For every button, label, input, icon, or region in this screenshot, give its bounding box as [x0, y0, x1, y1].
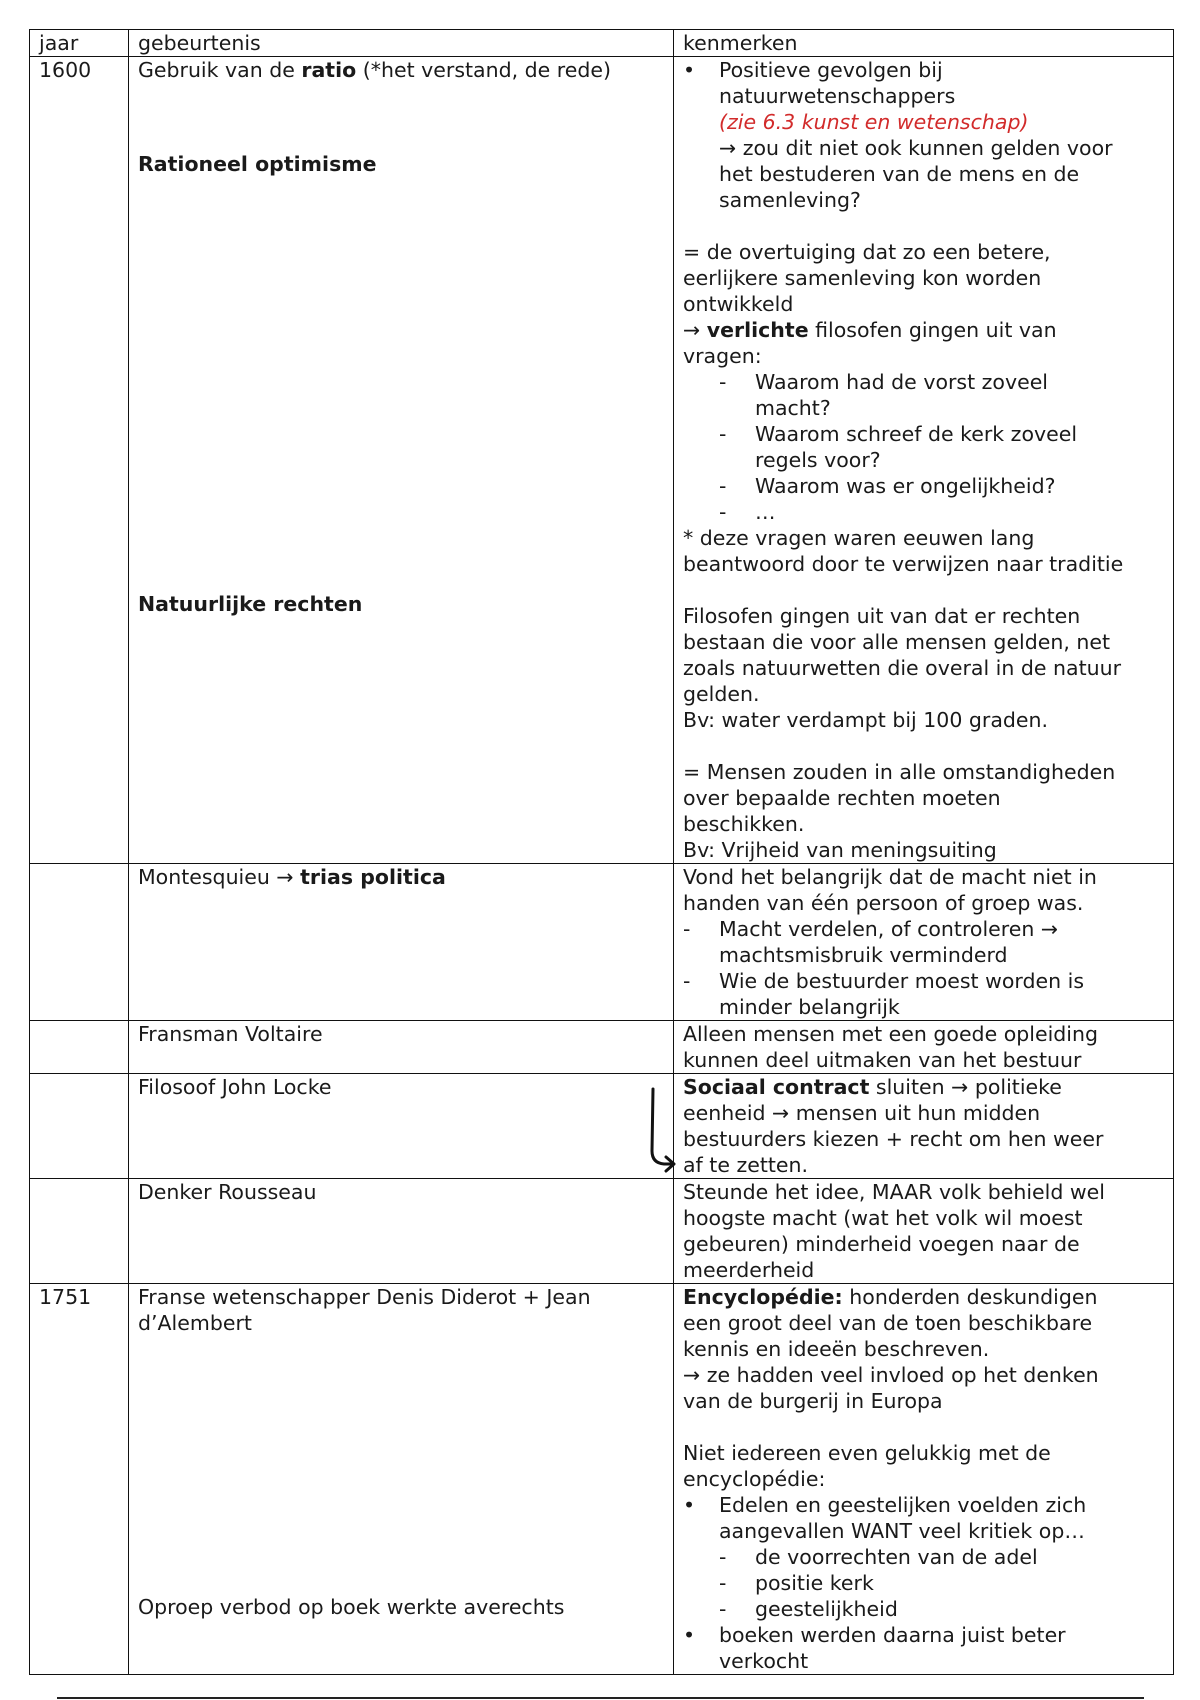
arrow-icon: → [772, 1101, 790, 1125]
arrow-icon: → [276, 865, 294, 889]
bullet-item: • Positieve gevolgen bij natuurwetenschappers (zie 6.3 kunst en wetenschap) → zou dit niet ook kunnen gelden voor het bestuderen van de mens en de samenleving? [683, 57, 1173, 213]
cross-reference: (zie 6.3 kunst en wetenschap) [719, 110, 1029, 134]
header-jaar: jaar [30, 30, 129, 57]
year-cell [30, 1021, 129, 1074]
bullet-item: • boeken werden daarna juist beter verkocht [683, 1623, 1066, 1673]
table-row [30, 1179, 1174, 1284]
dash-item: - Macht verdelen, of controleren → machtsmisbruik verminderd [683, 917, 1059, 967]
table-row [30, 1284, 1174, 1675]
history-table [29, 29, 1174, 1675]
footer-divider [57, 1697, 1144, 1699]
kenmerken-cell: Vond het belangrijk dat de macht niet in handen van één persoon of groep was. - Macht verdelen, of controleren → machtsmisbruik verminderd - Wie de bestuurder moest worden is minder belangrijk [674, 864, 1174, 1021]
arrow-icon: → [683, 318, 701, 342]
year-cell: 1751 [30, 1284, 129, 1675]
event-cell: Franse wetenschapper Denis Diderot + Jean d’Alembert Oproep verbod op boek werkte averechts [129, 1284, 674, 1675]
header-gebeurtenis: gebeurtenis [129, 30, 674, 57]
kenmerken-cell: Alleen mensen met een goede opleiding kunnen deel uitmaken van het bestuur [674, 1021, 1174, 1074]
year-cell: 1600 [30, 57, 129, 864]
dash-item: - Waarom schreef de kerk zoveel regels voor? [719, 422, 1078, 472]
dash-item: - positie kerk [719, 1571, 874, 1595]
kenmerken-cell: Steunde het idee, MAAR volk behield wel hoogste macht (wat het volk wil moest gebeuren) minderheid voegen naar de meerderheid [674, 1179, 1174, 1284]
arrow-icon: → [951, 1075, 969, 1099]
kenmerken-cell: Encyclopédie: honderden deskundigen een groot deel van de toen beschikbare kennis en ideeën beschreven. → ze hadden veel invloed op het denken van de burgerij in Europa Niet iedereen even gelukkig met de encyclopédie: • Edelen en geestelijken voelden zich aangevallen WANT veel kritiek op… - de voorrechten van de adel - positie kerk - geestelijkheid • boeken werden daarna juist beter verkocht [674, 1284, 1174, 1675]
event-subheading: Natuurlijke rechten [138, 592, 363, 616]
dash-item: - Waarom was er ongelijkheid? [719, 474, 1056, 498]
table-row [30, 1074, 1174, 1179]
event-cell: Filosoof John Locke [129, 1074, 674, 1179]
table-row [30, 57, 1174, 864]
event-text: Gebruik van de ratio (*het verstand, de rede) [138, 58, 611, 82]
kenmerken-cell: • Positieve gevolgen bij natuurwetenschappers (zie 6.3 kunst en wetenschap) → zou dit niet ook kunnen gelden voor het bestuderen van de mens en de samenleving? = de overtuiging dat zo een betere, eerlijkere samenleving kon worden ontwikkeld → verlichte filosofen gingen uit van vragen: - Waarom had de vorst zoveel macht? - Waarom schreef de kerk zoveel regels voor? - Waarom was er ongelijkheid? - … * deze vragen waren eeuwen lang beantwoord door te verwijzen naar traditie Filosofen gingen uit van dat er rechten bestaan die voor alle mensen gelden, net zoals natuurwetten die overal in de natuur gelden. Bv: water verdampt bij 100 graden. = Mensen zouden in alle omstandigheden over bepaalde rechten moeten beschikken. Bv: Vrijheid van meningsuiting [674, 57, 1174, 864]
table-row [30, 1021, 1174, 1074]
event-cell: Fransman Voltaire [129, 1021, 674, 1074]
table-row [30, 864, 1174, 1021]
event-cell: Denker Rousseau [129, 1179, 674, 1284]
event-subtext: Oproep verbod op boek werkte averechts [138, 1595, 565, 1619]
year-cell [30, 864, 129, 1021]
year-cell [30, 1074, 129, 1179]
arrow-icon: → [683, 1363, 701, 1387]
header-row [30, 30, 1174, 57]
kenmerken-cell: Sociaal contract sluiten → politieke eenheid → mensen uit hun midden bestuurders kiezen + recht om hen weer af te zetten. [674, 1074, 1174, 1179]
bullet-marker: • [683, 58, 696, 82]
dash-item: - de voorrechten van de adel [719, 1545, 1038, 1569]
event-cell: Montesquieu → trias politica [129, 864, 674, 1021]
dash-item: - Wie de bestuurder moest worden is minder belangrijk [683, 969, 1084, 1019]
dash-item: - … [719, 500, 776, 524]
bullet-item: • Edelen en geestelijken voelden zich aangevallen WANT veel kritiek op… [683, 1493, 1087, 1543]
handdrawn-arrow-icon [640, 1085, 680, 1175]
arrow-icon: → [1040, 917, 1059, 941]
year-cell [30, 1179, 129, 1284]
event-cell [129, 57, 674, 864]
header-kenmerken: kenmerken [674, 30, 1174, 57]
dash-item: - Waarom had de vorst zoveel macht? [719, 370, 1049, 420]
dash-item: - geestelijkheid [719, 1597, 898, 1621]
event-subheading: Rationeel optimisme [138, 152, 377, 176]
arrow-icon: → [719, 136, 737, 160]
